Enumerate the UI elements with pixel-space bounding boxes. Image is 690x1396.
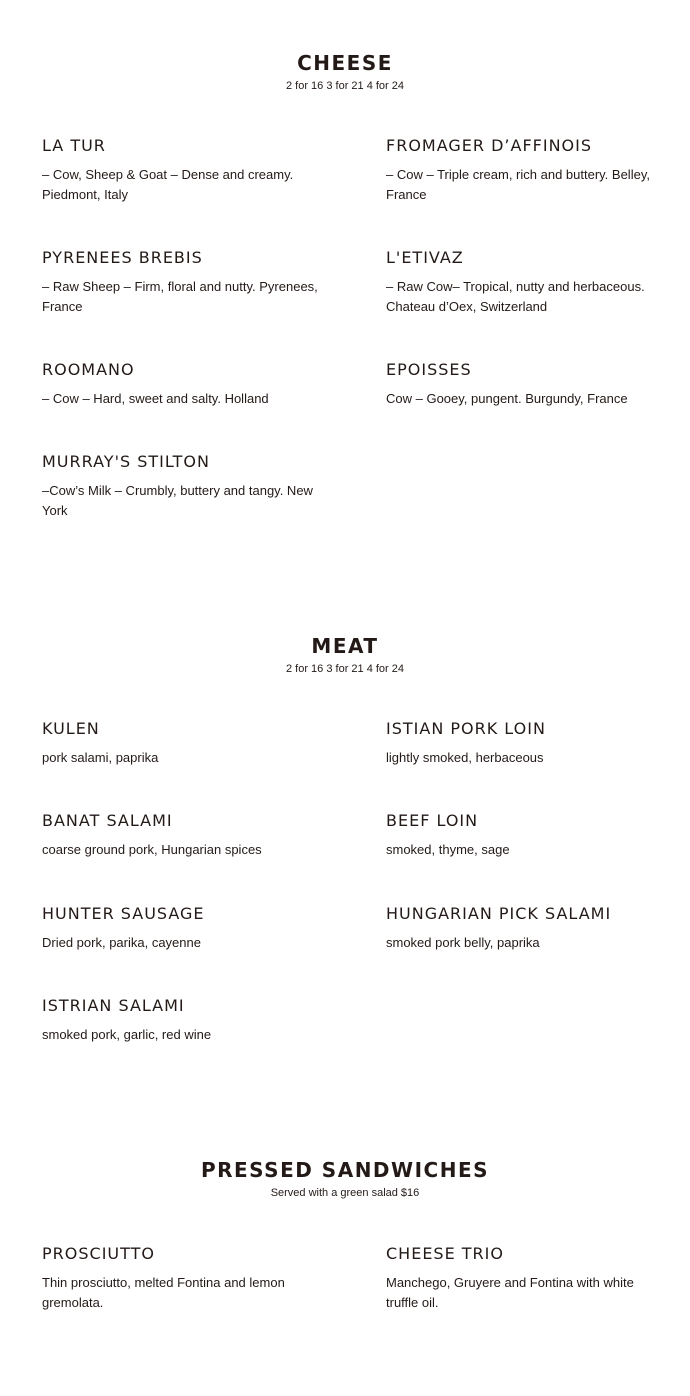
item-description: Thin prosciutto, melted Fontina and lemon gremolata.: [42, 1275, 285, 1310]
item-description: Manchego, Gruyere and Fontina with white truffle oil.: [386, 1275, 634, 1310]
menu-item-hungarian-pick-salami: [386, 903, 666, 953]
item-name: BANAT SALAMI: [42, 811, 173, 830]
menu-item-murrays-stilton: [42, 451, 322, 520]
item-description: –Cow’s Milk – Crumbly, buttery and tangy. New York: [42, 483, 313, 518]
menu-item-banat-salami: [42, 810, 322, 860]
meat-section-title: MEAT: [311, 634, 379, 658]
item-name: HUNTER SAUSAGE: [42, 904, 205, 923]
item-name: LA TUR: [42, 136, 106, 155]
menu-item-letivaz: [386, 247, 656, 316]
item-name: FROMAGER D’AFFINOIS: [386, 136, 593, 155]
item-description: Cow – Gooey, pungent. Burgundy, France: [386, 391, 628, 406]
menu-item-beef-loin: [386, 810, 656, 860]
menu-item-kulen: [42, 718, 322, 768]
menu-item-roomano: [42, 359, 322, 409]
item-name: CHEESE TRIO: [386, 1244, 504, 1263]
item-name: PYRENEES BREBIS: [42, 248, 203, 267]
item-description: – Cow, Sheep & Goat – Dense and creamy. Piedmont, Italy: [42, 167, 294, 202]
menu-item-istrian-salami: [42, 995, 322, 1045]
item-description: smoked pork, garlic, red wine: [42, 1027, 212, 1042]
item-name: PROSCIUTTO: [42, 1244, 155, 1263]
menu-item-pyrenees-brebis: [42, 247, 322, 316]
item-description: coarse ground pork, Hungarian spices: [42, 842, 262, 857]
item-description: – Raw Sheep – Firm, floral and nutty. Pyrenees, France: [42, 279, 318, 314]
menu-item-epoisses: [386, 359, 676, 409]
item-name: L'ETIVAZ: [386, 248, 464, 267]
menu-item-hunter-sausage: [42, 903, 322, 953]
item-name: ISTIAN PORK LOIN: [386, 719, 546, 738]
menu-item-istian-pork-loin: [386, 718, 656, 768]
sandwiches-section-subtitle: Served with a green salad $16: [270, 1187, 420, 1199]
item-name: BEEF LOIN: [386, 811, 479, 830]
menu-item-cheese-trio: [386, 1243, 656, 1312]
item-description: – Cow – Hard, sweet and salty. Holland: [42, 391, 269, 406]
item-description: – Raw Cow– Tropical, nutty and herbaceous. Chateau d’Oex, Switzerland: [386, 279, 645, 314]
item-name: ROOMANO: [42, 360, 135, 379]
sandwiches-section-title: PRESSED SANDWICHES: [200, 1158, 490, 1182]
menu-item-prosciutto: [42, 1243, 322, 1312]
menu-item-fromager-daffinois: [386, 135, 656, 204]
item-description: – Cow – Triple cream, rich and buttery. Belley, France: [386, 167, 650, 202]
item-description: pork salami, paprika: [42, 750, 159, 765]
cheese-section-subtitle: 2 for 16 3 for 21 4 for 24: [285, 80, 405, 92]
menu-item-la-tur: [42, 135, 322, 204]
item-name: EPOISSES: [386, 360, 472, 379]
item-description: Dried pork, parika, cayenne: [42, 935, 201, 950]
cheese-section-title: CHEESE: [297, 51, 393, 75]
item-description: smoked pork belly, paprika: [386, 935, 540, 950]
item-name: MURRAY'S STILTON: [42, 452, 210, 471]
item-name: KULEN: [42, 719, 100, 738]
item-name: ISTRIAN SALAMI: [42, 996, 185, 1015]
meat-section-subtitle: 2 for 16 3 for 21 4 for 24: [285, 663, 405, 675]
item-name: HUNGARIAN PICK SALAMI: [386, 904, 612, 923]
item-description: smoked, thyme, sage: [386, 842, 510, 857]
item-description: lightly smoked, herbaceous: [386, 750, 544, 765]
